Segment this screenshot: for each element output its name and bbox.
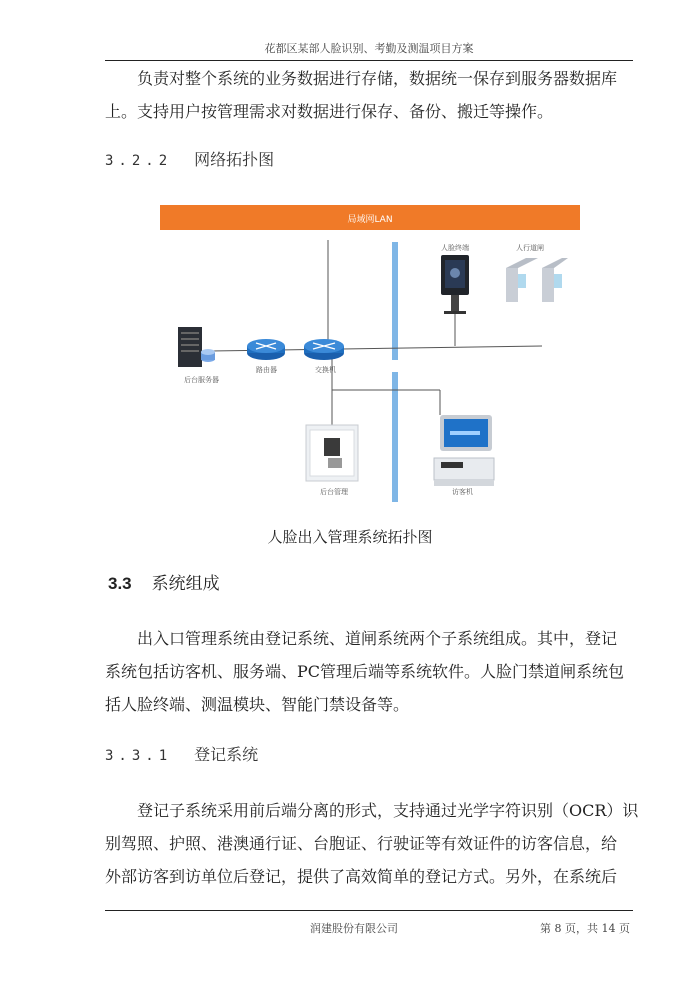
paragraph-storage — [105, 62, 633, 128]
visitor-kiosk-icon — [434, 415, 494, 486]
running-header: 花都区某部人脸识别、考勤及测温项目方案 — [264, 42, 474, 55]
switch-label: 交换机 — [315, 366, 336, 374]
router-label: 路由器 — [256, 366, 277, 374]
section-heading-3-3-1 — [105, 742, 258, 765]
paragraph-line: 上。支持用户按管理需求对数据进行保存、备份、搬迁等操作。 — [105, 102, 554, 121]
section-number: 3.3 — [108, 574, 132, 593]
section-title: 系统组成 — [151, 574, 220, 594]
paragraph-line: 负责对整个系统的业务数据进行存储，数据统一保存到服务器数据库 — [137, 69, 618, 88]
section-number: 3.3.1 — [105, 748, 173, 764]
lan-label: 局域网LAN — [347, 215, 393, 225]
paragraph-line: 括人脸终端、测温模块、智能门禁设备等。 — [105, 695, 410, 714]
paragraph-line: 别驾照、护照、港澳通行证、台胞证、行驶证等有效证件的访客信息，给 — [105, 834, 618, 853]
switch-icon — [304, 339, 344, 360]
face-terminal-label: 人脸终端 — [441, 244, 469, 252]
face-terminal-icon — [441, 255, 469, 314]
footer-page-number: 第 8 页，共 14 页 — [540, 922, 630, 935]
paragraph-line: 出入口管理系统由登记系统、道闸系统两个子系统组成。其中，登记 — [137, 629, 618, 648]
gate-label: 人行道闸 — [516, 244, 544, 252]
server-label: 后台服务器 — [184, 376, 219, 384]
server-icon — [178, 327, 215, 367]
paragraph-system-composition — [105, 622, 633, 721]
section-title: 网络拓扑图 — [194, 150, 275, 169]
router-icon — [247, 339, 285, 360]
admin-terminal-icon — [306, 425, 358, 481]
paragraph-line: 登记子系统采用前后端分离的形式，支持通过光学字符识别（OCR）识 — [137, 801, 639, 820]
section-heading-3-3 — [108, 569, 220, 594]
section-title: 登记系统 — [194, 745, 259, 764]
section-heading-3-2-2 — [105, 147, 274, 170]
footer-divider — [105, 910, 633, 911]
footer-company: 润建股份有限公司 — [310, 922, 398, 935]
paragraph-line: 系统包括访客机、服务端、PC管理后端等系统软件。人脸门禁道闸系统包 — [105, 662, 625, 681]
divider-top — [392, 242, 398, 360]
divider-bottom — [392, 372, 398, 502]
network-topology-diagram — [160, 200, 580, 505]
gate-icon — [506, 258, 568, 302]
diagram-caption: 人脸出入管理系统拓扑图 — [267, 528, 433, 546]
section-number: 3.2.2 — [105, 153, 173, 169]
paragraph-line: 外部访客到访单位后登记，提供了高效简单的登记方式。另外，在系统后 — [105, 867, 618, 886]
visitor-kiosk-label: 访客机 — [452, 488, 473, 496]
admin-label: 后台管理 — [320, 488, 348, 496]
header-divider — [105, 60, 633, 61]
paragraph-registration — [105, 794, 639, 893]
